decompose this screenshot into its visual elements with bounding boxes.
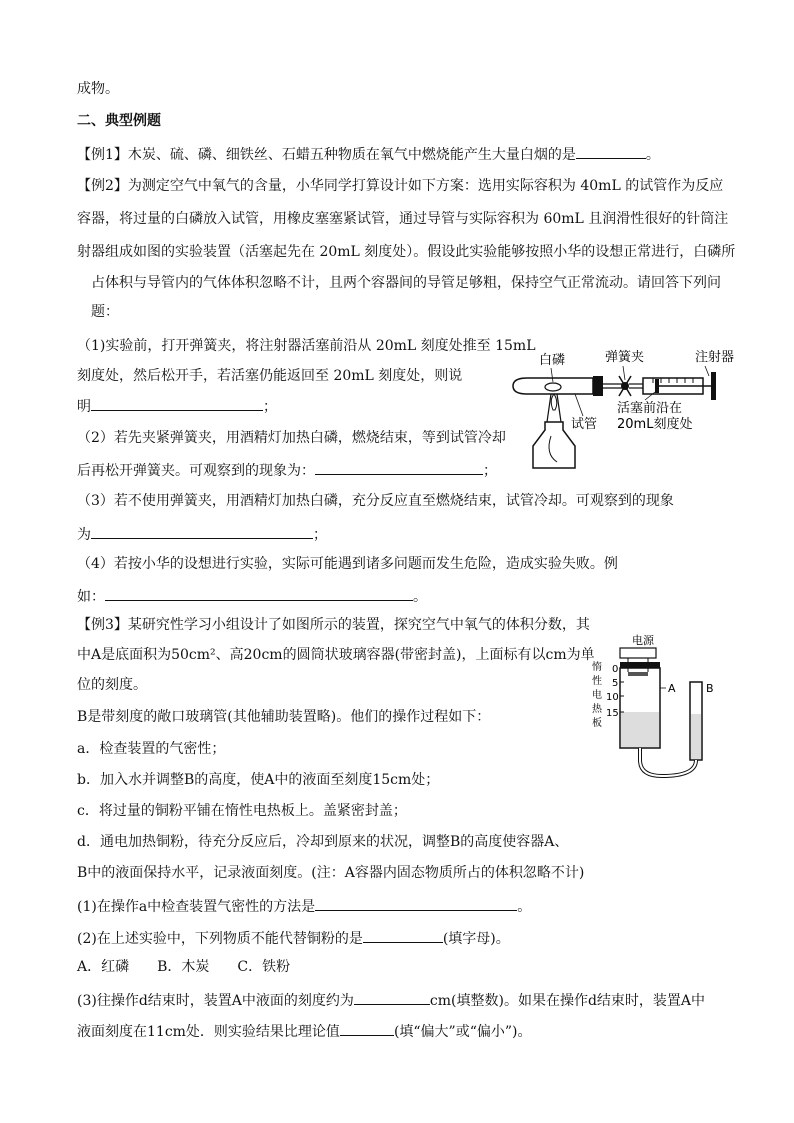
example-1-text: 木炭、硫、磷、细铁丝、石蜡五种物质在氧气中燃烧能产生大量白烟的是 [127, 147, 576, 163]
example-2-q1-line-1: （1)实验前，打开弹簧夹，将注射器活塞前沿从 20mL 刻度处推至 15mL [77, 338, 536, 354]
example-2-line-2: 容器，将过量的白磷放入试管，用橡皮塞塞紧试管，通过导管与实际容积为 60mL 且润滑性很好的针筒注 [77, 211, 729, 227]
punct: ； [483, 463, 497, 479]
answer-blank[interactable] [91, 396, 263, 411]
power-source [620, 648, 656, 658]
punct: ； [263, 399, 277, 415]
tick-5: 5 [612, 678, 619, 689]
example-3-q2 [77, 928, 510, 948]
example-2-q4-line-1: （4）若按小华的设想进行实验，实际可能遇到诸多问题而发生危险，造成实验失败。例 [77, 556, 618, 572]
step-a: a．检查装置的气密性； [77, 741, 226, 757]
answer-blank[interactable] [105, 586, 413, 601]
label-test-tube: 试管 [571, 417, 598, 432]
text: 某研究性学习小组设计了如图所示的装置，探究空气中氧气的体积分数，其 [127, 617, 590, 633]
label-white-phosphorus: 白磷 [539, 353, 566, 368]
example-3-line-2: 中A是底面积为50cm²、高20cm的圆筒状玻璃容器(带密封盖)，上面标有以cm为单 [77, 647, 595, 663]
example-2-line-1 [77, 177, 723, 195]
text: 为 [77, 527, 91, 543]
example-2-q2-line-2 [77, 460, 497, 480]
tick-10: 10 [606, 692, 619, 703]
example-2-tag: 【例2】 [77, 178, 128, 194]
label-a: A [668, 682, 676, 695]
punct: 。 [517, 899, 532, 915]
example-3-q3-line-1 [77, 990, 705, 1010]
example-2-q4-line-2 [77, 586, 427, 606]
alcohol-lamp [533, 422, 575, 468]
example-1-tag: 【例1】 [77, 147, 128, 163]
flame [551, 394, 557, 410]
side-label-5: 板 [592, 718, 602, 729]
text: 如： [77, 589, 105, 605]
side-label-4: 热 [592, 704, 602, 715]
example-3-line-3: 位的刻度。 [77, 677, 147, 693]
text: (填“偏大”或“偏小”)。 [393, 1024, 532, 1040]
example-3-q1 [77, 896, 531, 916]
answer-blank[interactable] [315, 460, 483, 475]
example-2-q1-line-3 [77, 396, 277, 416]
example-2-line-4: 占体积与导管内的气体体积忽略不计，且两个容器间的导管足够粗，保持空气正常流动。请回答下列问 [91, 275, 721, 291]
label-spring-clamp: 弹簧夹 [605, 350, 645, 365]
answer-blank[interactable] [354, 990, 430, 1005]
sealing-lid [620, 662, 660, 668]
syringe-handle [711, 372, 716, 400]
side-label-1: 惰 [592, 662, 602, 673]
example-1 [77, 144, 660, 164]
step-c: c．将过量的铜粉平铺在惰性电热板上。盖紧密封盖； [77, 803, 407, 819]
text: 后再松开弹簧夹。可观察到的现象为： [77, 463, 315, 479]
water-in-b [691, 714, 701, 759]
text: (1)在操作a中检查装置气密性的方法是 [77, 899, 316, 915]
answer-blank[interactable] [315, 896, 517, 911]
example-2-q1-line-2: 刻度处，然后松开手，若活塞仍能返回至 20mL 刻度处，则说 [77, 368, 463, 384]
tick-15: 15 [606, 708, 619, 719]
heating-plate [628, 672, 648, 676]
label-power: 电源 [632, 634, 654, 647]
answer-blank[interactable] [363, 928, 443, 943]
label-piston-2: 20mL刻度处 [617, 417, 693, 432]
label-piston-1: 活塞前沿在 [617, 401, 683, 416]
text: (2)在上述实验中，下列物质不能代替铜粉的是 [77, 931, 363, 947]
example-3-line-1 [77, 616, 590, 634]
apparatus-figure-1 [505, 340, 735, 480]
side-label-2: 性 [592, 676, 602, 687]
answer-blank[interactable] [576, 144, 646, 159]
example-2-q3-line-2 [77, 524, 327, 544]
syringe-piston [655, 379, 659, 393]
side-label-3: 电 [592, 690, 602, 701]
answer-blank[interactable] [91, 524, 313, 539]
text: (3)往操作d结束时，装置A中液面的刻度约为 [77, 993, 354, 1009]
punct: 。 [413, 589, 427, 605]
example-2-q2-line-1: （2）若先夹紧弹簧夹，用酒精灯加热白磷，燃烧结束，等到试管冷却 [77, 430, 506, 446]
step-d-line-2: B中的液面保持水平，记录液面刻度。(注：A容器内固态物质所占的体积忽略不计) [77, 865, 585, 881]
section-title: 二、典型例题 [77, 113, 161, 129]
step-b: b．加入水并调整B的高度，使A中的液面至刻度15cm处； [77, 772, 440, 788]
tick-0: 0 [612, 664, 619, 675]
example-2-q3-line-1: （3）若不使用弹簧夹，用酒精灯加热白磷，充分反应直至燃烧结束，试管冷却。可观察到的现象 [77, 493, 674, 509]
example-2-line-5: 题： [91, 304, 119, 320]
text: 为测定空气中氧气的含量，小华同学打算设计如下方案：选用实际容积为 40mL 的试管作为反应 [127, 178, 724, 194]
example-3-line-4: B是带刻度的敞口玻璃管(其他辅助装置略)。他们的操作过程如下： [77, 709, 491, 725]
example-3-tag: 【例3】 [77, 617, 128, 633]
punct: 。 [645, 147, 660, 163]
step-d-line-1: d．通电加热铜粉，待充分反应后，冷却到原来的状况，调整B的高度使容器A、 [77, 834, 569, 850]
label-syringe: 注射器 [695, 350, 735, 365]
example-3-q3-line-2 [77, 1021, 532, 1041]
apparatus-figure-2 [590, 630, 730, 780]
water-in-a [621, 712, 659, 747]
white-phosphorus-mark [545, 383, 561, 391]
continued-text: 成物。 [77, 81, 119, 97]
text: (填字母)。 [442, 931, 510, 947]
answer-blank[interactable] [340, 1021, 394, 1036]
rubber-stopper [593, 376, 603, 396]
text: 液面刻度在11cm处．则实验结果比理论值 [77, 1024, 340, 1040]
example-2-line-3: 射器组成如图的实验装置（活塞起先在 20mL 刻度处）。假设此实验能够按照小华的设想正常进行，白磷所 [77, 244, 736, 260]
label-b: B [706, 682, 714, 695]
text: 明 [77, 399, 91, 415]
punct: ； [313, 527, 327, 543]
text: cm(填整数)。如果在操作d结束时，装置A中 [429, 993, 706, 1009]
example-3-options: A．红磷 B．木炭 C．铁粉 [77, 959, 291, 975]
